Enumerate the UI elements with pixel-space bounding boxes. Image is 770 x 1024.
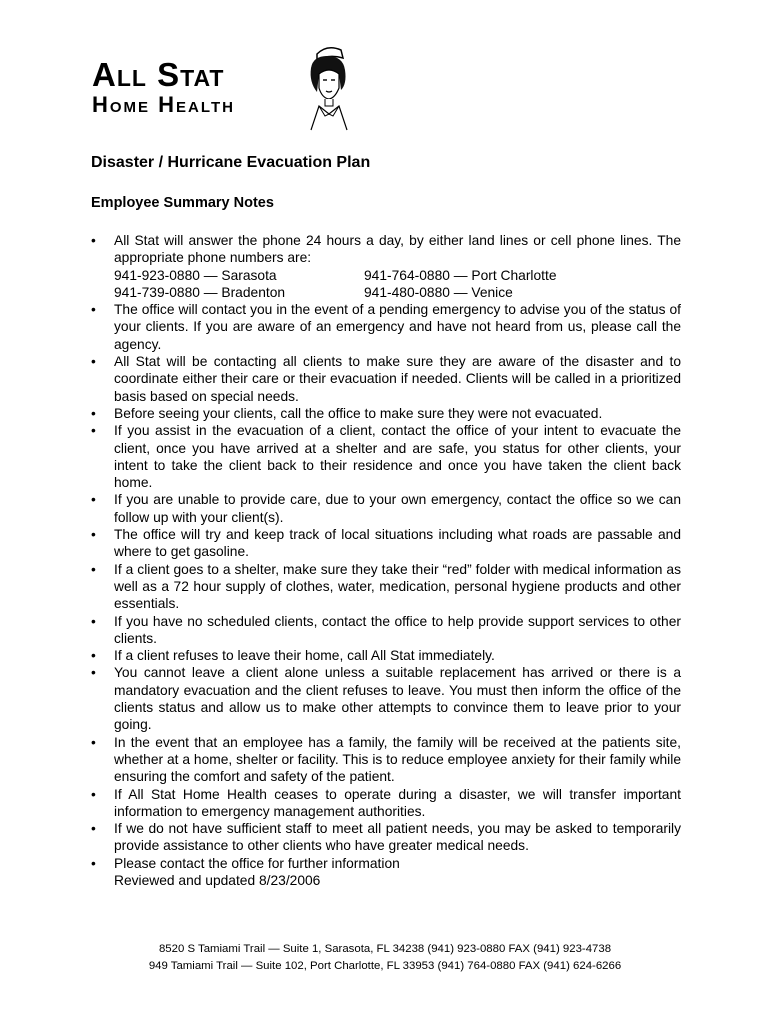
bullet-text: In the event that an employee has a family, the family will be received at the patients site, whether at a home, shelter or facility. This is to reduce employee anxiety for their family while ensuring the comfort and safety of the patient.: [114, 734, 681, 785]
intro-text: All Stat will answer the phone 24 hours a day, by either land lines or cell phone lines. The appropriate phone numbers are:: [114, 233, 681, 266]
list-item: [91, 491, 681, 526]
bullet-marker: •: [91, 354, 96, 370]
bullet-text: If a client goes to a shelter, make sure they take their “red” folder with medical information as well as a 72 hour supply of clothes, water, medication, personal hygiene products and other essentials.: [114, 561, 681, 612]
list-item: [91, 664, 681, 733]
bullet-text: The office will contact you in the event of a pending emergency to advise you of the status of your clients. If you are aware of an emergency and have not heard from us, please call the agency.: [114, 302, 681, 352]
footer-address-sarasota: 8520 S Tamiami Trail — Suite 1, Sarasota, FL 34238 (941) 923-0880 FAX (941) 923-4738: [158, 943, 612, 955]
list-item: [91, 353, 681, 405]
phone-venice: 941-480-0880 — Venice: [364, 284, 513, 300]
bullet-text: All Stat will be contacting all clients to make sure they are aware of the disaster and to coordinate either their care or their evacuation if needed. Clients will be called in a prioritized basis based on special needs.: [114, 354, 681, 404]
bullet-marker: •: [91, 613, 96, 629]
reviewed-date: Reviewed and updated 8/23/2006: [114, 872, 321, 888]
bullet-marker: •: [91, 821, 96, 837]
bullet-marker: •: [91, 855, 96, 871]
phone-sarasota: 941-923-0880 — Sarasota: [114, 267, 277, 283]
list-item: [91, 526, 681, 561]
phone-row: [114, 284, 681, 301]
bullet-text: If a client refuses to leave their home, call All Stat immediately.: [114, 648, 495, 664]
list-item: [91, 734, 681, 786]
list-item: [91, 232, 681, 301]
bullet-marker: •: [91, 648, 96, 664]
logo-line-1: All Stat: [92, 56, 225, 93]
phone-port-charlotte: 941-764-0880 — Port Charlotte: [364, 267, 557, 283]
list-item: [91, 647, 681, 664]
bullet-text: If you have no scheduled clients, contact the office to help provide support services to other clients.: [114, 613, 681, 646]
bullet-marker: •: [91, 734, 96, 750]
list-item: [91, 786, 681, 821]
list-item: [91, 820, 681, 855]
bullet-marker: •: [91, 405, 96, 421]
bullet-marker: •: [91, 527, 96, 543]
nurse-portrait-icon: [297, 44, 357, 132]
bullet-text: The office will try and keep track of local situations including what roads are passable and where to get gasoline.: [114, 527, 681, 560]
bullet-text: Before seeing your clients, call the office to make sure they were not evacuated.: [114, 405, 603, 421]
bullet-marker: •: [91, 786, 96, 802]
bullet-marker: •: [91, 423, 96, 439]
bullet-text: If All Stat Home Health ceases to operate during a disaster, we will transfer important information to emergency management authorities.: [114, 786, 681, 819]
document-subtitle: Employee Summary Notes: [91, 195, 274, 211]
bullet-text: If we do not have sufficient staff to meet all patient needs, you may be asked to temporarily provide assistance to other clients who have greater medical needs.: [114, 821, 681, 854]
list-item: [91, 422, 681, 491]
company-logo: [92, 44, 362, 134]
bullet-marker: •: [91, 665, 96, 681]
phone-numbers: [114, 267, 681, 302]
document-title: Disaster / Hurricane Evacuation Plan: [91, 154, 371, 171]
bullet-marker: •: [91, 233, 96, 248]
footer-addresses: [0, 941, 770, 975]
bullet-marker: •: [91, 492, 96, 508]
bullet-text: If you assist in the evacuation of a client, contact the office of your intent to evacuate the client, once you have arrived at a shelter and are safe, you status for other clients, your intent to take the client back to their residence and once you have taken the client back home.: [114, 423, 681, 491]
list-item: [91, 855, 681, 890]
list-item: [91, 613, 681, 648]
bullet-text: If you are unable to provide care, due to your own emergency, contact the office so we can follow up with your client(s).: [114, 492, 681, 525]
footer-address-port-charlotte: 949 Tamiami Trail — Suite 102, Port Charlotte, FL 33953 (941) 764-0880 FAX (941) 624-6266: [148, 960, 622, 972]
list-item: [91, 405, 681, 422]
bullet-marker: •: [91, 561, 96, 577]
phone-row: [114, 267, 681, 284]
phone-bradenton: 941-739-0880 — Bradenton: [114, 284, 286, 300]
bullet-list: [91, 232, 681, 889]
list-item: [91, 301, 681, 353]
list-item: [91, 561, 681, 613]
bullet-text: You cannot leave a client alone unless a suitable replacement has arrived or there is a mandatory evacuation and the client refuses to leave. You must then inform the office of the clients status and allow us to make other attempts to convince them to leave prior to your going.: [114, 665, 681, 733]
logo-line-2: Home Health: [92, 92, 235, 117]
bullet-text: Please contact the office for further information: [114, 855, 400, 871]
bullet-marker: •: [91, 302, 96, 318]
